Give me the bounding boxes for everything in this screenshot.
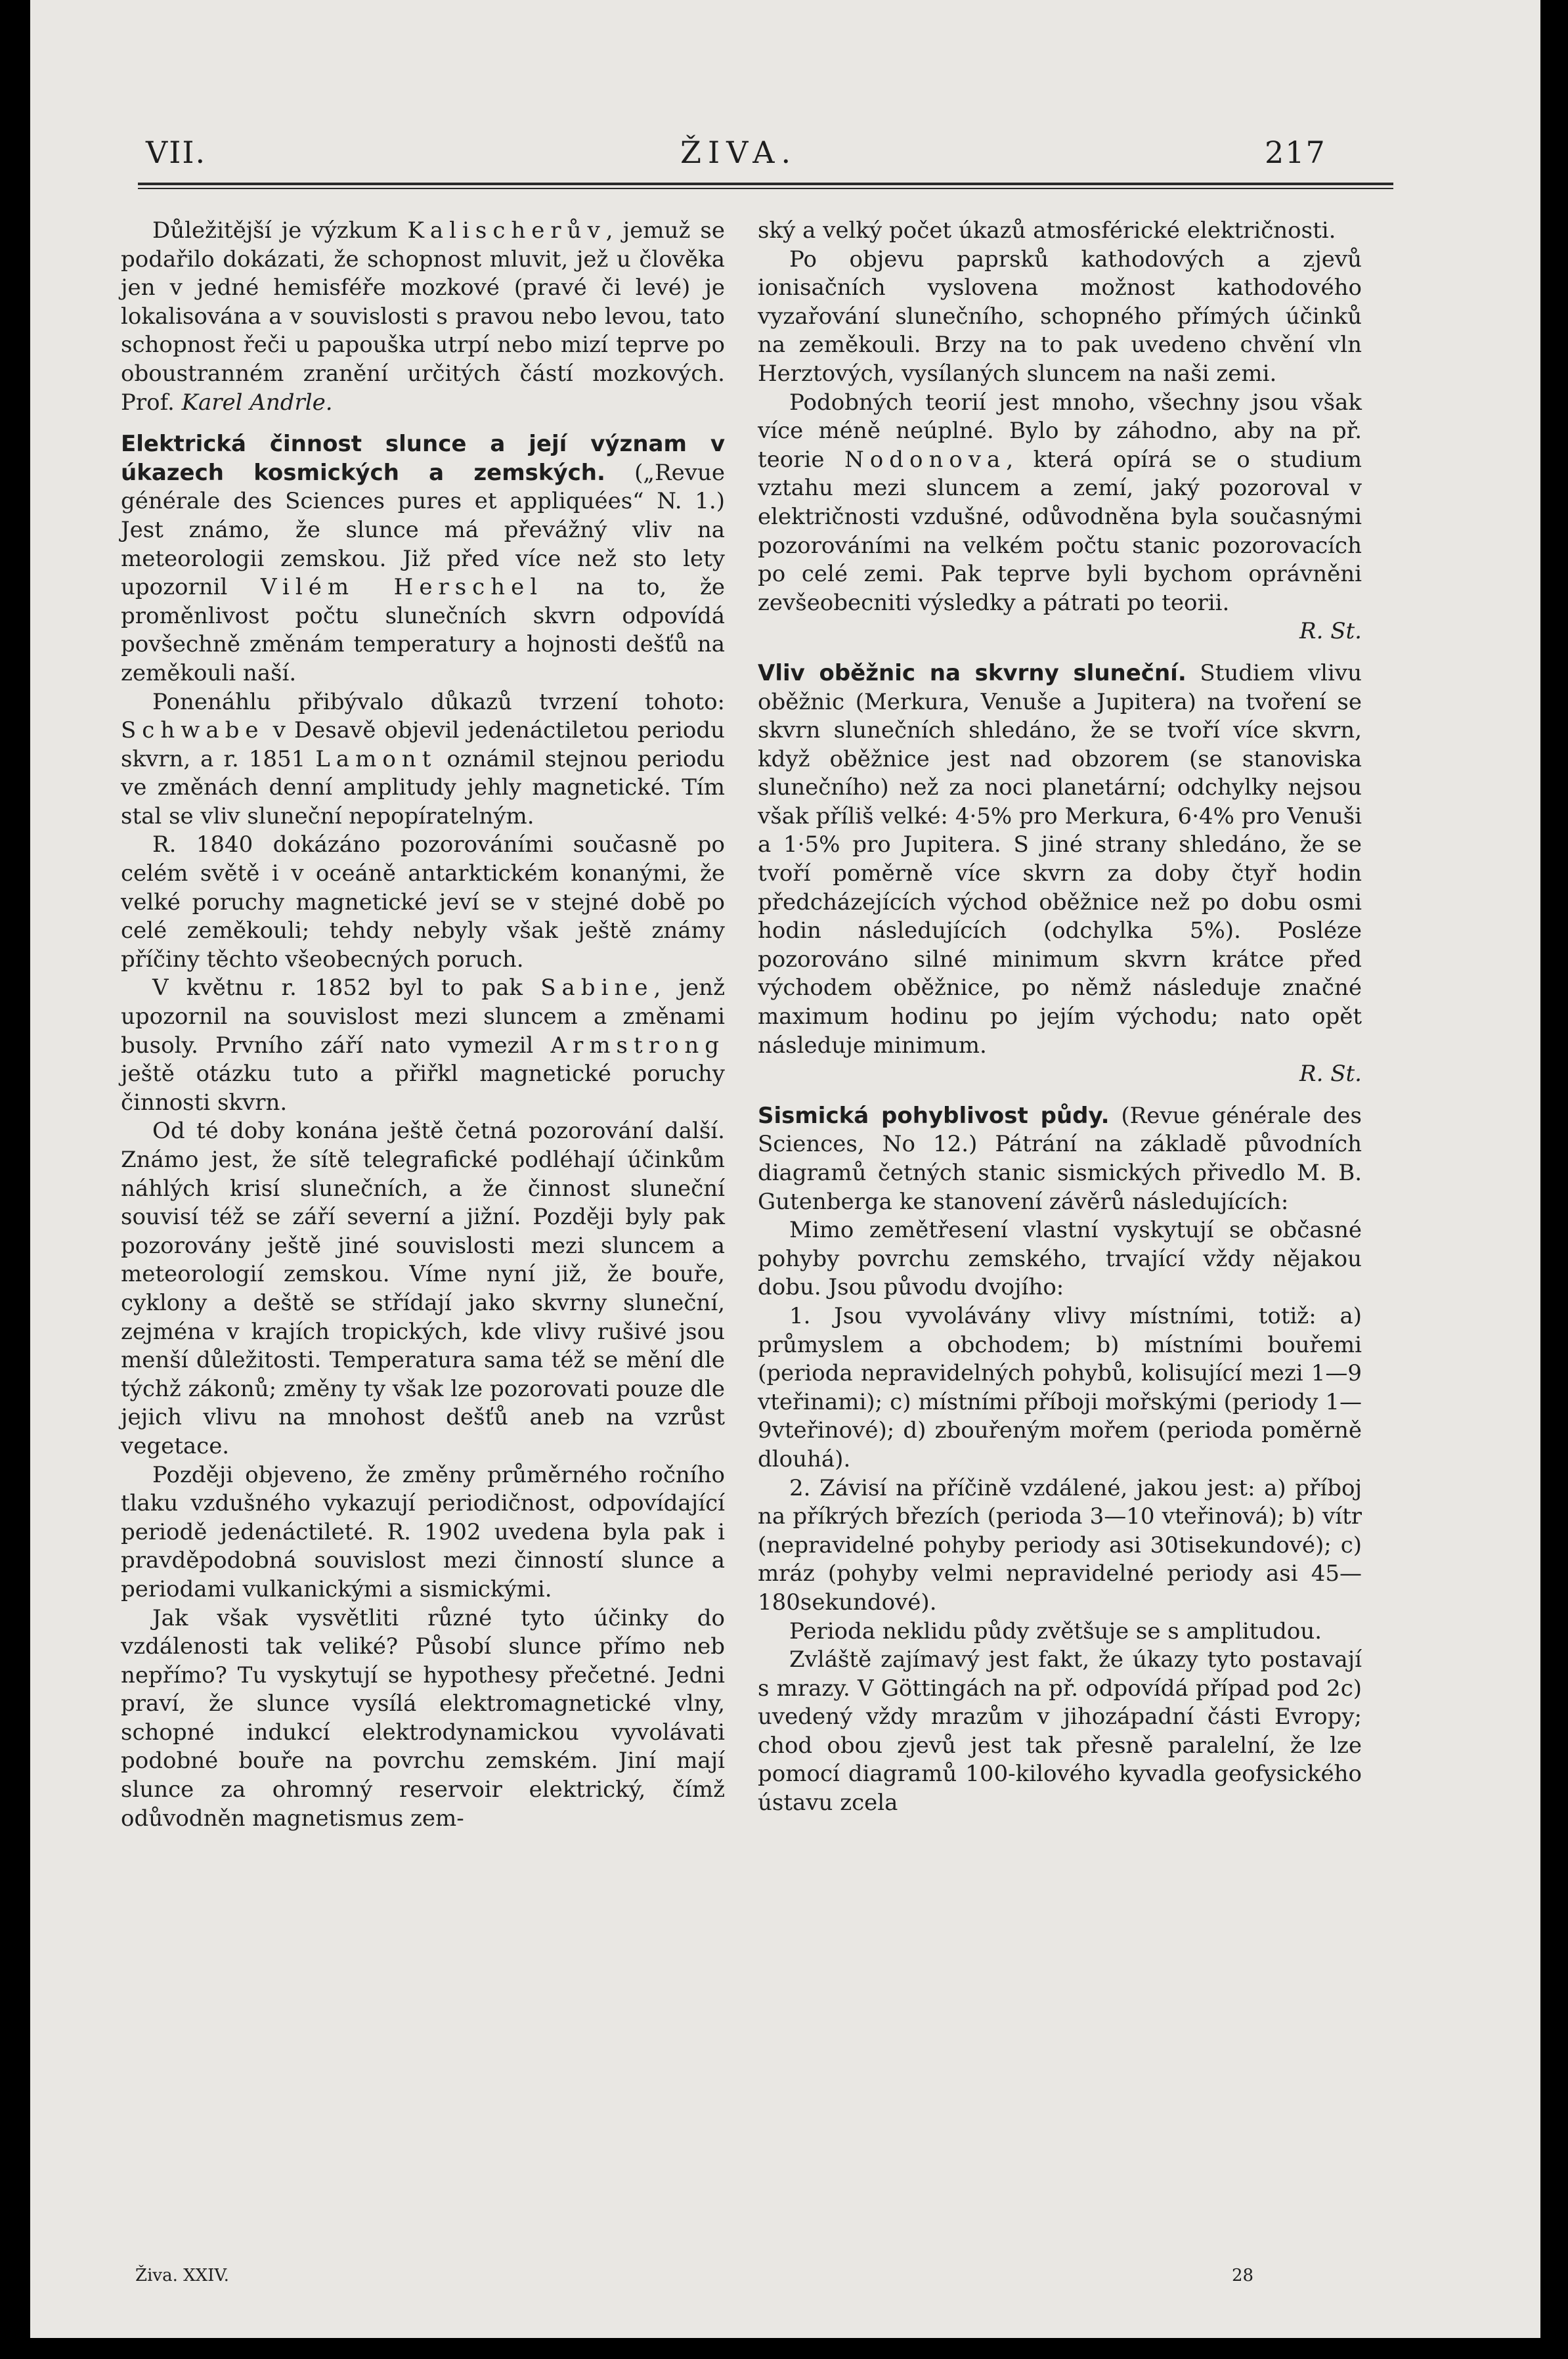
paragraph: Zvláště zajímavý jest fakt, že úkazy tyto postavají s mrazy. V Göttingách na př. odpovídá případ pod 2c) uvedený vždy mrazům v jihozápadní části Evropy; chod obou zjevů jest tak přesně paralelní, že lze pomocí diagramů 100-kilového kyvadla geofysického ústavu zcela [758, 1646, 1362, 1817]
paragraph: Od té doby konána ještě četná pozorování další. Známo jest, že sítě telegrafické podléhají účinkům náhlých krisí slunečních, a že činnost sluneční souvisí též se září severní a jižní. Později byly pak pozorovány ještě jiné souvislosti mezi sluncem a meteorologií zemskou. Víme nyní již, že bouře, cyklony a deště se střídají jako skvrny sluneční, zejména v krajích tropických, kde vlivy rušivé jsou menší důležitosti. Temperatura sama též se mění dle týchž zákonů; změny ty však lze pozorovati pouze dle jejich vlivu na mnohost dešťů aneb na vzrůst vegetace. [121, 1118, 725, 1459]
section-heading: Vliv oběžnic na skvrny sluneční. [758, 659, 1187, 686]
paragraph: Důležitější je výzkum Kalischerův, jemuž se podařilo dokázati, že schopnost mluvit, jež u člověka jen v jedné hemisféře mozkové (pravé či levé) je lokalisována a v souvislosti s pravou nebo levou, tato schopnost řeči u papouška utrpí nebo mizí teprve po oboustranném zranění určitých částí mozkových. Prof. Karel Andrle. [121, 217, 725, 416]
paragraph: Perioda neklidu půdy zvětšuje se s amplitudou. [789, 1618, 1322, 1644]
paragraph: R. 1840 dokázáno pozorováními současně po celém světě i v oceáně antarktickém konanými, že velké poruchy magnetické jeví se v stejné době po celé zeměkouli; tehdy nebyly však ještě známy příčiny těchto všeobecných poruch. [121, 831, 725, 973]
paragraph: 1. Jsou vyvolávány vlivy místními, totiž: a) průmyslem a obchodem; b) místními bouřemi (perioda nepravidelných pohybů, kolisující mezi 1—9 vteřinami); c) místními příboji mořskými (periody 1—9vteřinové); d) zbouřeným mořem (perioda poměrně dlouhá). [758, 1302, 1362, 1472]
section-sismicka-pohyblivost: Sismická pohyblivost půdy. (Revue générale des Sciences, No 12.) Pátrání na základě původních diagramů četných stanic sismických přivedlo M. B. Gutenberga ke stanovení závěrů následujících: [758, 1102, 1362, 1215]
right-column [758, 217, 1362, 1818]
paragraph: Jak však vysvětliti různé tyto účinky do vzdálenosti tak veliké? Působí slunce přímo neb nepřímo? Tu vyskytují se hypothesy přečetné. Jedni praví, že slunce vysílá elektromagnetické vlny, schopné indukcí elektrodynamickou vyvolávati podobné bouře na povrchu zemském. Jiní mají slunce za ohromný reservoir elektrický, čímž odůvodněn magnetismus zem- [121, 1604, 725, 1832]
paragraph: 2. Závisí na příčině vzdálené, jakou jest: a) příboj na příkrých březích (perioda 3—10 vteřinová); b) vítr (nepravidelné pohyby periody asi 30tisekundové); c) mráz (pohyby velmi nepravidelné periody asi 45—180sekundové). [758, 1474, 1362, 1616]
paragraph: Ponenáhlu přibývalo důkazů tvrzení tohoto: Schwabe v Desavě objevil jedenáctiletou periodu skvrn, a r. 1851 Lamont oznámil stejnou periodu ve změnách denní amplitudy jehly magnetické. Tím stal se vliv sluneční nepopíratelným. [121, 688, 725, 829]
left-column [121, 217, 725, 1833]
header-rule [138, 183, 1393, 185]
paragraph: Podobných teorií jest mnoho, všechny jsou však více méně neúplné. Bylo by záhodno, aby na př. teorie Nodonova, která opírá se o studium vztahu mezi sluncem a zemí, jaký pozoroval v električnosti vzdušné, odůvodněna byla současnými pozorováními na velkém počtu stanic pozorovacích po celé zemi. Pak teprve byli bychom oprávněni zevšeobecniti výsledky a pátrati po teorii. R. St. [758, 389, 1362, 646]
page-number: 217 [1265, 135, 1326, 170]
paragraph: Po objevu paprsků kathodových a zjevů ionisačních vyslovena možnost kathodového vyzařování slunečního, schopného přímých účinků na zeměkouli. Brzy na to pak uvedeno chvění vln Herztových, vysílaných sluncem na naši zemi. [758, 246, 1362, 387]
page [30, 0, 1540, 2338]
footer-signature-number: 28 [1232, 2266, 1254, 2285]
signature: R. St. [1299, 1061, 1362, 1088]
section-heading: Sismická pohyblivost půdy. [758, 1102, 1110, 1129]
section-elektricka-cinnost: Elektrická činnost slunce a její význam v úkazech kosmických a zemských. („Revue générale des Sciences pures et appliquées“ N. 1.) Jest známo, že slunce má převážný vliv na meteorologii zemskou. Již před více než sto lety upozornil Vilém Herschel na to, že proměnlivost počtu slunečních skvrn odpovídá povšechně změnám temperatury a hojnosti dešťů na zeměkouli naší. [121, 431, 725, 686]
footer-journal: Živa. XXIV. [135, 2266, 229, 2285]
paragraph: ský a velký počet úkazů atmosférické električnosti. [758, 217, 1336, 244]
section-heading: Elektrická činnost slunce a její význam v úkazech kosmických a zemských. [121, 431, 725, 486]
section-vliv-obeznic: Vliv oběžnic na skvrny sluneční. Studiem vlivu oběžnic (Merkura, Venuše a Jupitera) na tvoření se skvrn slunečních shledáno, že se tvoří více skvrn, když oběžnice jest nad obzorem (se stanoviska slunečního) než za noci planetární; odchylky nejsou však příliš velké: 4·5% pro Merkura, 6·4% pro Venuši a 1·5% pro Jupitera. S jiné strany shledáno, že se tvoří poměrně více skvrn za doby čtyř hodin předcházejících východ oběžnice než po dobu osmi hodin následujících (odchylka 5%). Posléze pozorováno silné minimum skvrn krátce před východem oběžnice, po němž následuje značné maximum hodinu po jejím východu; nato opět následuje minimum. R. St. [758, 659, 1362, 1089]
paragraph: Mimo zemětřesení vlastní vyskytují se občasné pohyby povrchu zemského, trvající vždy nějakou dobu. Jsou původu dvojího: [758, 1217, 1362, 1301]
paragraph: Později objeveno, že změny průměrného ročního tlaku vzdušného vykazují periodičnost, odpovídající periodě jedenáctileté. R. 1902 uvedena byla pak i pravděpodobná souvislost mezi činností slunce a periodami vulkanickými a sismickými. [121, 1461, 725, 1602]
journal-title: ŽIVA. [680, 135, 798, 170]
volume-number: VII. [146, 135, 207, 170]
header-rule-thin [138, 188, 1393, 189]
paragraph: V květnu r. 1852 byl to pak Sabine, jenž upozornil na souvislost mezi sluncem a změnami busoly. Prvního září nato vymezil Armstrong ještě otázku tuto a přiřkl magnetické poruchy činnosti skvrn. [121, 975, 725, 1116]
signature: R. St. [1299, 618, 1362, 645]
